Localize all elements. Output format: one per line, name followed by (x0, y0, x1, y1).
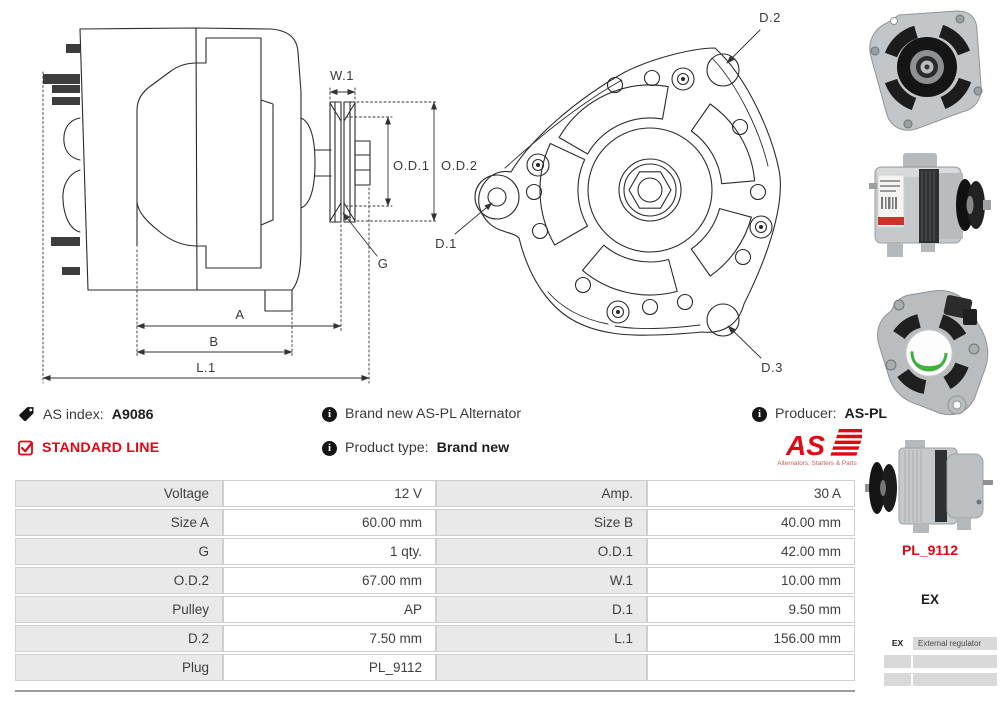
mounting-holes (527, 71, 766, 315)
spec-label: D.1 (436, 596, 647, 623)
product-photo-front (861, 5, 999, 141)
product-photo-side-pulley (861, 436, 999, 536)
legend-code (884, 673, 911, 686)
standard-line-label: STANDARD LINE (42, 440, 160, 456)
spec-value: 10.00 mm (647, 567, 855, 594)
legend-description: External regulator (913, 637, 997, 650)
dim-label-d1: D.1 (435, 236, 457, 251)
spec-label: G (15, 538, 223, 565)
spec-label: O.D.1 (436, 538, 647, 565)
dim-label-l1: L.1 (196, 360, 216, 375)
spec-value: 9.50 mm (647, 596, 855, 623)
spec-table (15, 478, 855, 683)
as-pl-logo (772, 426, 862, 468)
technical-drawing (0, 0, 860, 400)
producer-label: Producer: (775, 406, 837, 422)
dim-label-w1: W.1 (330, 68, 354, 83)
standard-line-row (18, 440, 159, 456)
product-description: Brand new AS-PL Alternator (345, 406, 522, 422)
front-view-drawing (475, 48, 780, 336)
dim-label-od1: O.D.1 (393, 158, 430, 173)
info-icon: i (322, 441, 337, 456)
legend-row (884, 637, 997, 650)
info-icon: i (752, 407, 767, 422)
dim-label-g: G (377, 256, 389, 271)
table-row (15, 480, 855, 507)
spec-label: D.2 (15, 625, 223, 652)
spec-value: 1 qty. (223, 538, 436, 565)
checkbox-checked-icon (18, 440, 34, 456)
spec-value: 60.00 mm (223, 509, 436, 536)
spec-value: 42.00 mm (647, 538, 855, 565)
spec-label: O.D.2 (15, 567, 223, 594)
product-photo-side-label (861, 147, 999, 272)
spec-value: 12 V (223, 480, 436, 507)
as-index-row (18, 406, 154, 423)
table-row (15, 654, 855, 681)
tag-icon (18, 406, 35, 423)
product-type-value: Brand new (436, 440, 510, 456)
spec-value: 156.00 mm (647, 625, 855, 652)
side-view-dimensions (43, 68, 477, 383)
spec-label: Size B (436, 509, 647, 536)
table-row (15, 596, 855, 623)
dim-label-a: A (235, 307, 245, 322)
product-type-row (322, 440, 509, 456)
spec-label: Size A (15, 509, 223, 536)
side-view-drawing (43, 28, 370, 311)
dim-label-od2: O.D.2 (441, 158, 478, 173)
logo-text: AS (786, 430, 825, 461)
spec-value: 30 A (647, 480, 855, 507)
spec-value: 40.00 mm (647, 509, 855, 536)
producer-value: AS-PL (844, 406, 888, 422)
regulator-legend (884, 637, 997, 686)
spec-label: L.1 (436, 625, 647, 652)
spec-value: PL_9112 (223, 654, 436, 681)
dim-label-d3: D.3 (761, 360, 783, 375)
legend-row (884, 673, 997, 686)
logo-tagline: Alternators, Starters & Parts (777, 460, 857, 467)
spec-label: Voltage (15, 480, 223, 507)
legend-description (913, 673, 997, 686)
spec-value: 7.50 mm (223, 625, 436, 652)
description-row (322, 406, 521, 422)
shaft-hub (588, 128, 712, 252)
spec-value (647, 654, 855, 681)
spec-label: W.1 (436, 567, 647, 594)
plug-code: PL_9112 (901, 542, 959, 558)
spec-label (436, 654, 647, 681)
product-type-label: Product type: (345, 440, 429, 456)
legend-description (913, 655, 997, 668)
legend-code: EX (884, 637, 911, 650)
as-index-label: AS index: (43, 406, 104, 423)
regulator-code: EX (920, 592, 939, 607)
as-index-value: A9086 (111, 406, 154, 423)
spec-value: 67.00 mm (223, 567, 436, 594)
spec-label: Amp. (436, 480, 647, 507)
spec-label: Plug (15, 654, 223, 681)
table-row (15, 509, 855, 536)
producer-row (752, 406, 887, 422)
table-bottom-border (15, 690, 855, 692)
info-icon: i (322, 407, 337, 422)
table-row (15, 567, 855, 594)
table-row (15, 625, 855, 652)
rivets (527, 68, 772, 323)
dim-label-b: B (209, 334, 219, 349)
dim-label-d2: D.2 (759, 10, 781, 25)
legend-code (884, 655, 911, 668)
legend-row (884, 655, 997, 668)
spec-value: AP (223, 596, 436, 623)
pulley (330, 102, 370, 222)
spec-label: Pulley (15, 596, 223, 623)
table-row (15, 538, 855, 565)
terminal-studs (43, 44, 80, 275)
